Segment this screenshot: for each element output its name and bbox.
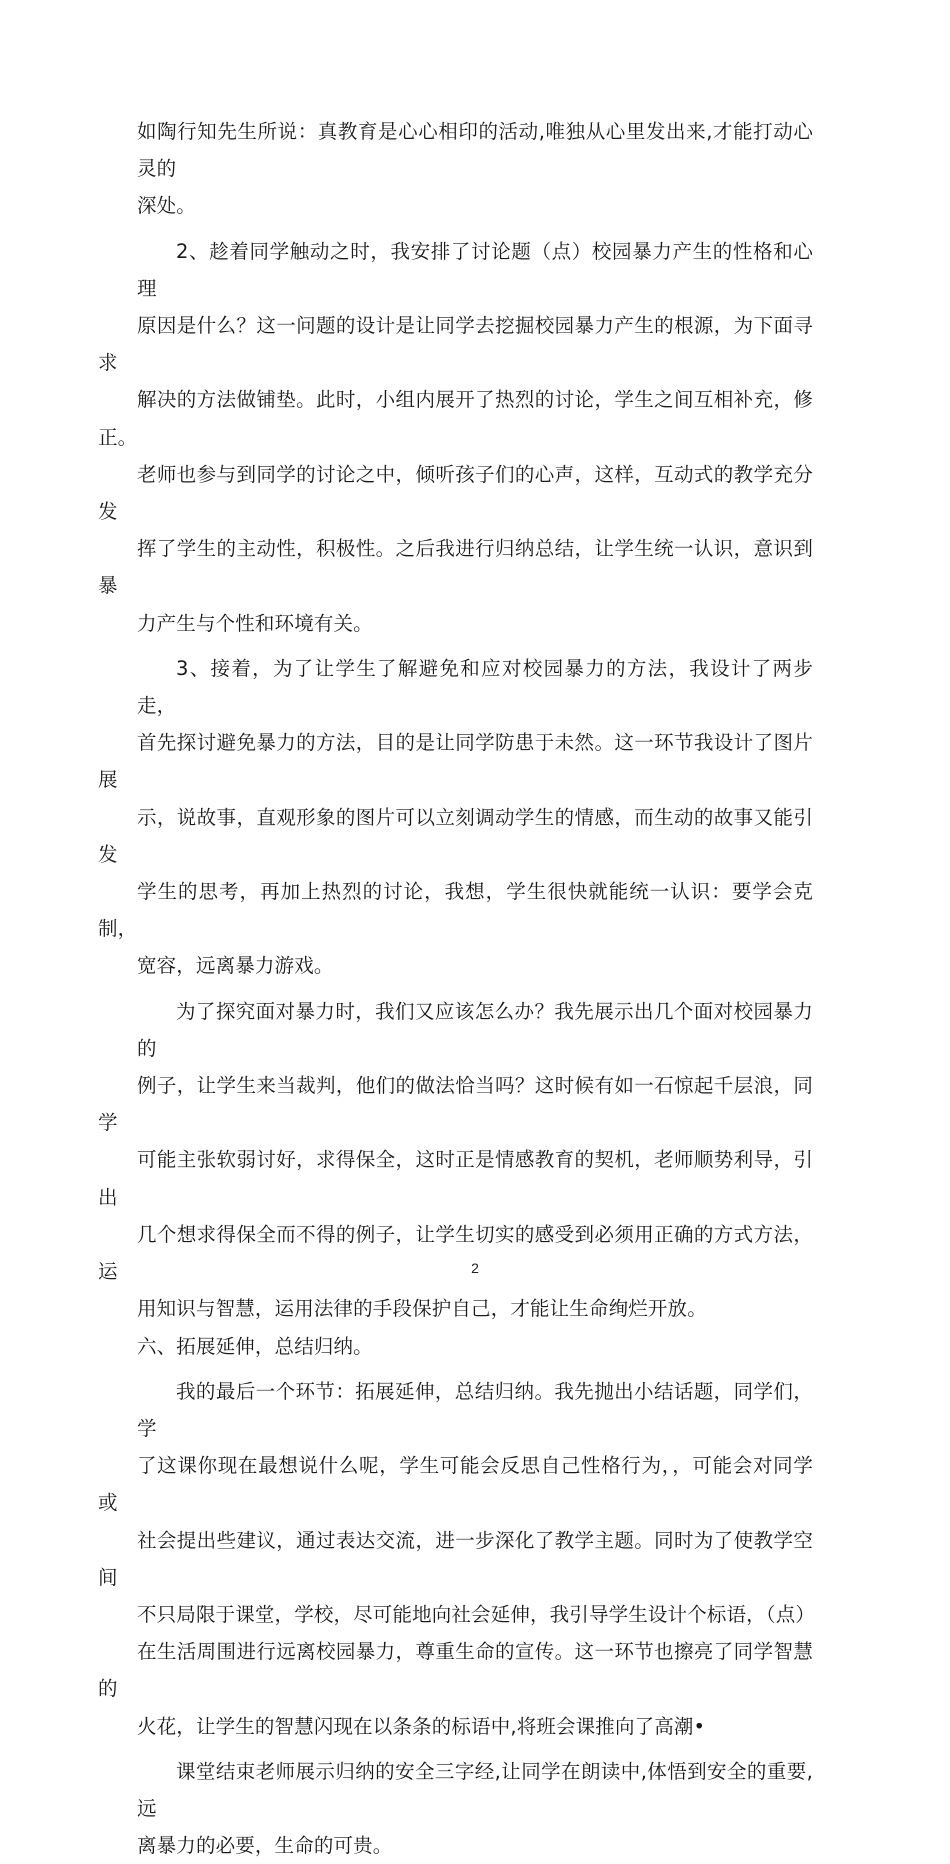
text-line: 老师也参与到同学的讨论之中，倾听孩子们的心声，这样，互动式的教学充分发 (98, 462, 813, 524)
text-line: 学生的思考，再加上热烈的讨论，我想，学生很快就能统一认识：要学会克制， (98, 880, 813, 941)
paragraph-quote (137, 113, 813, 225)
text-line: 了这课你现在最想说什么呢，学生可能会反思自己性格行为，，可能会对同学或 (98, 1454, 813, 1515)
text-line: 几个想求得保全而不得的例子，让学生切实的感受到必须用正确的方式方法，运 (98, 1222, 813, 1284)
text-line: 例子，让学生来当裁判，他们的做法恰当吗？这时候有如一石惊起千层浪，同学 (98, 1074, 813, 1135)
paragraph-step-3 (98, 650, 813, 985)
text-line: 深处。 (137, 194, 196, 218)
text-line: 挥了学生的主动性，积极性。之后我进行归纳总结，让学生统一认识，意识到暴 (98, 537, 813, 598)
paragraph-face-violence (98, 993, 813, 1328)
text-line: 火花，让学生的智慧闪现在以条条的标语中,将班会课推向了高潮• (137, 1714, 706, 1738)
document-body (98, 113, 816, 1864)
text-line: 2、趁着同学触动之时，我安排了讨论题（点）校园暴力产生的性格和心理 (137, 239, 813, 300)
text-line: 3、接着，为了让学生了解避免和应对校园暴力的方法，我设计了两步走， (137, 656, 813, 718)
text-line: 解决的方法做铺垫。此时，小组内展开了热烈的讨论，学生之间互相补充，修正。 (98, 388, 813, 449)
text-line: 如陶行知先生所说：真教育是心心相印的活动,唯独从心里发出来,才能打动心灵的 (137, 120, 813, 181)
text-line: 课堂结束老师展示归纳的安全三字经,让同学在朗读中,体悟到安全的重要,远 (137, 1759, 813, 1820)
page-number: 2 (471, 1260, 479, 1276)
text-line: 首先探讨避免暴力的方法，目的是让同学防患于未然。这一环节我设计了图片展 (98, 731, 813, 792)
text-line: 用知识与智慧，运用法律的手段保护自己，才能让生命绚烂开放。 (137, 1297, 707, 1321)
paragraph-step-2 (98, 233, 813, 642)
text-line: 我的最后一个环节：拓展延伸，总结归纳。我先抛出小结话题，同学们，学 (137, 1379, 813, 1440)
text-line: 不只局限于课堂，学校，尽可能地向社会延伸，我引导学生设计个标语，（点） (137, 1602, 816, 1626)
text-line: 离暴力的必要，生命的可贵。 (137, 1834, 393, 1858)
text-line: 在生活周围进行远离校园暴力，尊重生命的宣传。这一环节也擦亮了同学智慧的 (98, 1640, 813, 1701)
paragraph-extension (98, 1373, 816, 1745)
text-line: 为了探究面对暴力时，我们又应该怎么办？我先展示出几个面对校园暴力的 (137, 999, 813, 1060)
text-line: 原因是什么？这一问题的设计是让同学去挖掘校园暴力产生的根源，为下面寻求 (98, 314, 813, 375)
text-line: 可能主张软弱讨好，求得保全，这时正是情感教育的契机，老师顺势利导，引出 (98, 1148, 813, 1209)
text-line: 社会提出些建议，通过表达交流，进一步深化了教学主题。同时为了使教学空间 (98, 1528, 813, 1589)
text-line: 力产生与个性和环境有关。 (137, 611, 373, 635)
text-line: 示，说故事，直观形象的图片可以立刻调动学生的情感，而生动的故事又能引发 (98, 805, 813, 866)
section-heading (137, 1328, 813, 1365)
text-line: 六、拓展延伸，总结归纳。 (137, 1334, 373, 1358)
paragraph-conclusion (137, 1753, 813, 1864)
text-line: 宽容，远离暴力游戏。 (137, 954, 334, 978)
